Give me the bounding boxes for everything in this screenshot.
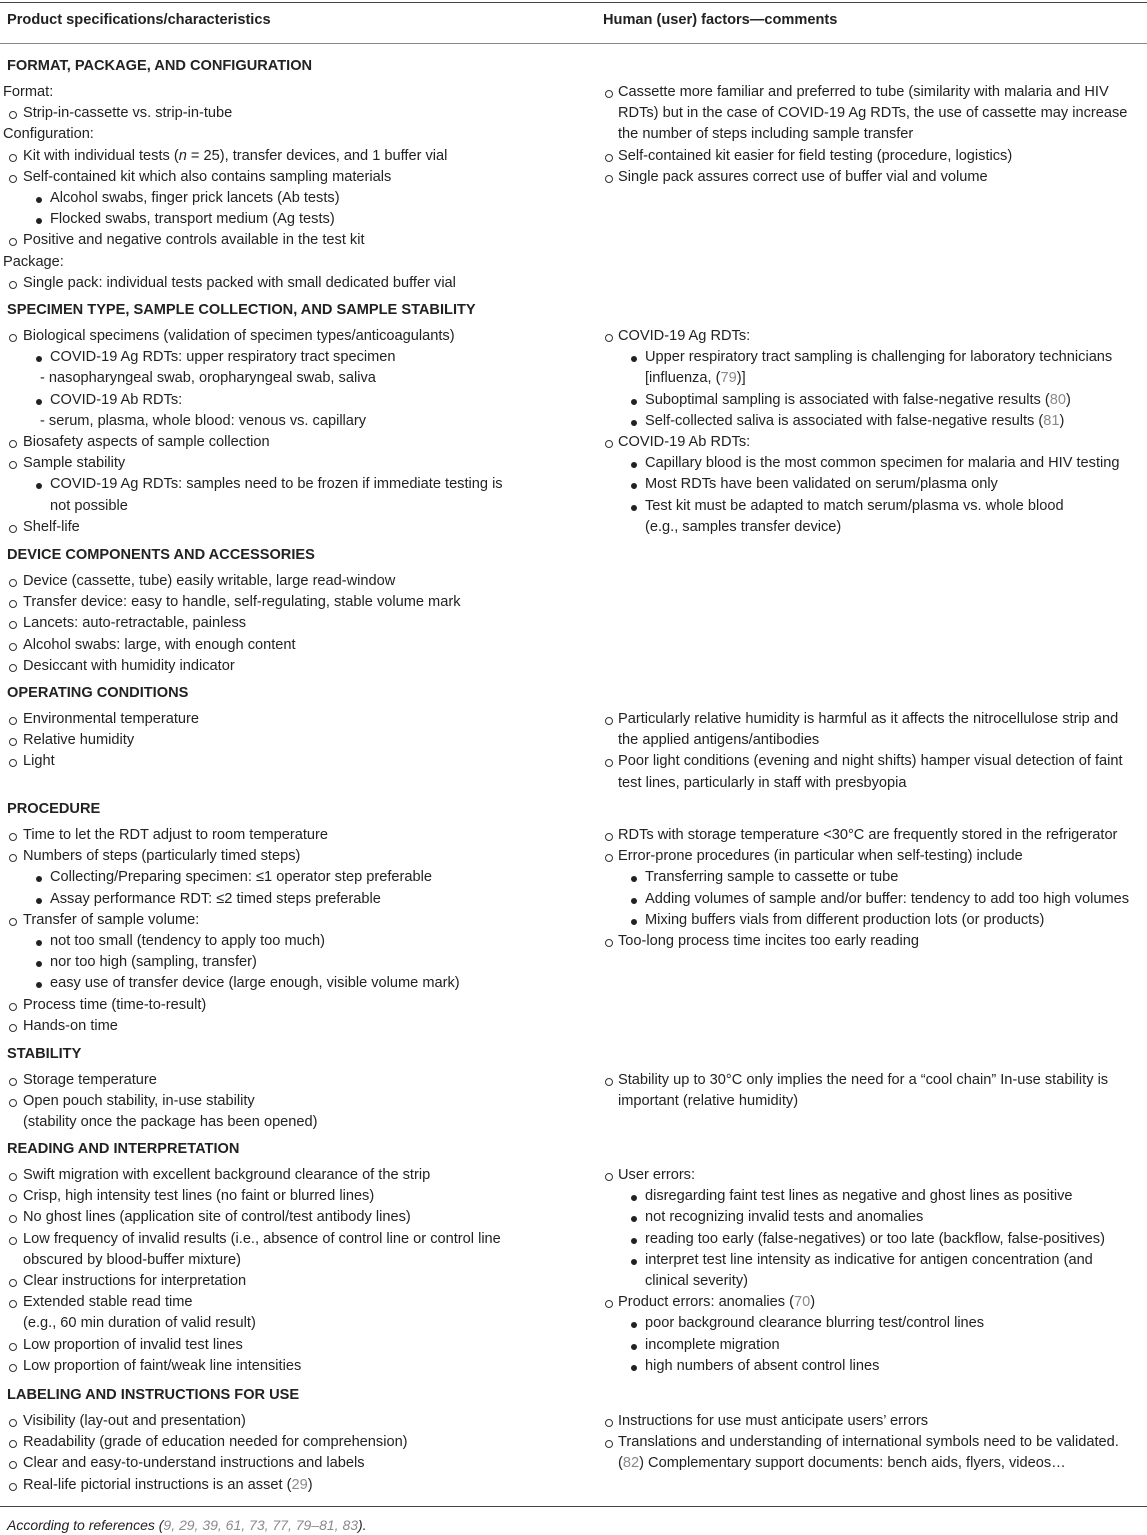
list-bullet-icon xyxy=(9,918,17,926)
sub-bullet-icon xyxy=(631,420,637,426)
spec-list-item: COVID-19 Ab RDTs: xyxy=(50,391,183,408)
list-bullet-icon xyxy=(9,759,17,767)
comment-list-item: RDTs with storage temperature <30°C are frequently stored in the refrigerator xyxy=(618,827,1118,843)
spec-list-item: No ghost lines (application site of control/test antibody lines) xyxy=(23,1209,411,1226)
comment-list-item: the applied antigens/antibodies xyxy=(618,732,820,749)
comment-list-item: Test kit must be adapted to match serum/plasma vs. whole blood xyxy=(645,497,1064,514)
spec-list-item: Alcohol swabs: large, with enough content xyxy=(23,636,296,653)
list-bullet-icon xyxy=(9,154,17,162)
spec-list-item: Low proportion of invalid test lines xyxy=(23,1336,243,1353)
comment-list-item: COVID-19 Ag RDTs: xyxy=(618,328,751,344)
section-title: SPECIMEN TYPE, SAMPLE COLLECTION, AND SAMPLE STABILITY xyxy=(7,302,476,318)
comment-list-item: [influenza, (79)] xyxy=(645,370,746,387)
comment-list-item: interpret test line intensity as indicative for antigen concentration (and xyxy=(645,1251,1093,1268)
comment-list-item: Particularly relative humidity is harmful as it affects the nitrocellulose strip and xyxy=(618,711,1119,727)
spec-list-item: Process time (time-to-result) xyxy=(23,996,207,1013)
section-title: LABELING AND INSTRUCTIONS FOR USE xyxy=(7,1387,300,1403)
comment-list-item: the number of steps including sample transfer xyxy=(618,126,914,143)
list-bullet-icon xyxy=(9,334,17,342)
comment-list-item: (e.g., samples transfer device) xyxy=(645,518,842,535)
sub-bullet-icon xyxy=(36,197,42,203)
list-bullet-icon xyxy=(9,1003,17,1011)
spec-list-item: COVID-19 Ag RDTs: samples need to be frozen if immediate testing is xyxy=(50,476,503,493)
spec-list-item: Configuration: xyxy=(3,126,94,143)
comment-list-item: high numbers of absent control lines xyxy=(645,1357,880,1374)
comment-list-item: User errors: xyxy=(618,1167,696,1183)
sub-bullet-icon xyxy=(631,898,637,904)
list-bullet-icon xyxy=(9,854,17,862)
spec-list-item: Open pouch stability, in-use stability xyxy=(23,1093,255,1110)
list-bullet-icon xyxy=(605,175,613,183)
comment-list-item: important (relative humidity) xyxy=(618,1093,799,1110)
list-bullet-icon xyxy=(9,238,17,246)
sub-bullet-icon xyxy=(631,1259,637,1265)
section-title: DEVICE COMPONENTS AND ACCESSORIES xyxy=(7,547,315,563)
comment-list-item: Adding volumes of sample and/or buffer: tendency to add too high volumes xyxy=(645,890,1130,907)
list-bullet-icon xyxy=(9,717,17,725)
list-bullet-icon xyxy=(9,621,17,629)
comment-list-item: Stability up to 30°C only implies the need for a “cool chain” In-use stability is xyxy=(618,1072,1109,1088)
spec-list-item: Positive and negative controls available in the test kit xyxy=(23,232,365,249)
list-bullet-icon xyxy=(9,1215,17,1223)
comment-list-item: Transferring sample to cassette or tube xyxy=(645,869,899,886)
spec-list-item: not possible xyxy=(50,497,128,514)
comment-list-item: Cassette more familiar and preferred to tube (similarity with malaria and HIV xyxy=(618,84,1109,100)
spec-list-item: Self-contained kit which also contains sampling materials xyxy=(23,168,392,185)
list-bullet-icon xyxy=(9,1194,17,1202)
sub-bullet-icon xyxy=(36,876,42,882)
comment-list-item: Upper respiratory tract sampling is challenging for laboratory technicians xyxy=(645,349,1113,366)
comment-list-item: COVID-19 Ab RDTs: xyxy=(618,434,751,450)
spec-list-item: Biosafety aspects of sample collection xyxy=(23,434,270,450)
list-bullet-icon xyxy=(9,643,17,651)
spec-list-item: Light xyxy=(23,753,55,770)
spec-list-item: (e.g., 60 min duration of valid result) xyxy=(23,1315,256,1332)
sub-bullet-icon xyxy=(631,876,637,882)
sub-bullet-icon xyxy=(631,1216,637,1222)
spec-list-item: easy use of transfer device (large enough, visible volume mark) xyxy=(50,975,460,992)
table-top-rule xyxy=(0,2,1147,3)
spec-list-item: Crisp, high intensity test lines (no faint or blurred lines) xyxy=(23,1188,375,1205)
list-bullet-icon xyxy=(9,1099,17,1107)
table-footnote: According to references (9, 29, 39, 61, 73, 77, 79–81, 83). xyxy=(7,1517,367,1533)
list-bullet-icon xyxy=(605,154,613,162)
list-bullet-icon xyxy=(605,440,613,448)
spec-list-item: Storage temperature xyxy=(23,1072,157,1088)
list-bullet-icon xyxy=(9,1237,17,1245)
spec-list-item: (stability once the package has been opened) xyxy=(23,1114,318,1131)
list-bullet-icon xyxy=(605,939,613,947)
comment-list-item: Capillary blood is the most common specimen for malaria and HIV testing xyxy=(645,455,1120,472)
sub-bullet-icon xyxy=(36,356,42,362)
sub-bullet-icon xyxy=(36,218,42,224)
list-bullet-icon xyxy=(9,111,17,119)
comment-list-item: Most RDTs have been validated on serum/plasma only xyxy=(645,476,998,493)
comment-list-item: Suboptimal sampling is associated with false-negative results (80) xyxy=(645,391,1071,408)
list-bullet-icon xyxy=(9,1483,17,1491)
list-bullet-icon xyxy=(9,1419,17,1427)
list-bullet-icon xyxy=(9,1440,17,1448)
list-bullet-icon xyxy=(9,579,17,587)
spec-list-item: Low proportion of faint/weak line intensities xyxy=(23,1357,302,1374)
comment-list-item: Poor light conditions (evening and night shifts) hamper visual detection of faint xyxy=(618,753,1123,770)
spec-list-item: Biological specimens (validation of specimen types/anticoagulants) xyxy=(23,328,455,344)
sub-bullet-icon xyxy=(631,1322,637,1328)
footnote-references: 9, 29, 39, 61, 73, 77, 79–81, 83 xyxy=(163,1517,359,1533)
spec-list-item: Assay performance RDT: ≤2 timed steps preferable xyxy=(50,890,381,907)
comment-list-item: Too-long process time incites too early reading xyxy=(618,933,919,949)
spec-list-item: Swift migration with excellent background clearance of the strip xyxy=(23,1167,431,1183)
spec-list-item: Shelf-life xyxy=(23,518,80,535)
sub-bullet-icon xyxy=(631,1195,637,1201)
comment-list-item: disregarding faint test lines as negative and ghost lines as positive xyxy=(645,1188,1073,1205)
list-bullet-icon xyxy=(9,1300,17,1308)
sub-bullet-icon xyxy=(36,940,42,946)
comment-list-item: (82) Complementary support documents: bench aids, flyers, videos… xyxy=(618,1455,1066,1472)
list-bullet-icon xyxy=(9,461,17,469)
list-bullet-icon xyxy=(605,717,613,725)
spec-list-item: Format: xyxy=(3,84,54,100)
sub-bullet-icon xyxy=(631,356,637,362)
spec-list-item: Flocked swabs, transport medium (Ag tests) xyxy=(50,211,335,228)
section-title: PROCEDURE xyxy=(7,801,101,817)
list-bullet-icon xyxy=(9,1024,17,1032)
comment-list-item: Mixing buffers vials from different production lots (or products) xyxy=(645,911,1045,928)
spec-list-item: - serum, plasma, whole blood: venous vs. capillary xyxy=(40,412,367,429)
list-bullet-icon xyxy=(9,440,17,448)
list-bullet-icon xyxy=(9,1078,17,1086)
spec-list-item: Package: xyxy=(3,253,64,270)
spec-list-item: Alcohol swabs, finger prick lancets (Ab tests) xyxy=(50,190,340,206)
list-bullet-icon xyxy=(605,90,613,98)
list-bullet-icon xyxy=(605,1078,613,1086)
sub-bullet-icon xyxy=(631,1344,637,1350)
comment-list-item: not recognizing invalid tests and anomalies xyxy=(645,1209,924,1226)
spec-list-item: Relative humidity xyxy=(23,732,135,749)
spec-list-item: nor too high (sampling, transfer) xyxy=(50,954,257,971)
spec-list-item: Single pack: individual tests packed with small dedicated buffer vial xyxy=(23,274,456,291)
list-bullet-icon xyxy=(605,334,613,342)
sub-bullet-icon xyxy=(631,1238,637,1244)
spec-list-item: Low frequency of invalid results (i.e., absence of control line or control line xyxy=(23,1230,501,1247)
spec-list-item: Clear and easy-to-understand instructions and labels xyxy=(23,1455,365,1472)
spec-list-item: Kit with individual tests (n = 25), transfer devices, and 1 buffer vial xyxy=(23,147,448,164)
section-title: OPERATING CONDITIONS xyxy=(7,685,189,701)
spec-list-item: Clear instructions for interpretation xyxy=(23,1273,247,1289)
column-header-human-factors: Human (user) factors—comments xyxy=(603,12,838,28)
list-bullet-icon xyxy=(605,1419,613,1427)
sub-bullet-icon xyxy=(36,399,42,405)
comment-list-item: clinical severity) xyxy=(645,1273,748,1289)
section-title: STABILITY xyxy=(7,1046,82,1062)
list-bullet-icon xyxy=(9,738,17,746)
comment-list-item: Error-prone procedures (in particular when self-testing) include xyxy=(618,848,1023,865)
list-bullet-icon xyxy=(605,854,613,862)
comment-list-item: incomplete migration xyxy=(645,1336,780,1353)
comment-list-item: Product errors: anomalies (70) xyxy=(618,1294,816,1311)
list-bullet-icon xyxy=(605,759,613,767)
spec-list-item: Sample stability xyxy=(23,455,126,472)
comment-list-item: Translations and understanding of international symbols need to be validated. xyxy=(618,1434,1119,1451)
column-header-specifications: Product specifications/characteristics xyxy=(7,12,271,28)
spec-list-item: Transfer device: easy to handle, self-regulating, stable volume mark xyxy=(23,594,461,611)
list-bullet-icon xyxy=(9,664,17,672)
sub-bullet-icon xyxy=(36,483,42,489)
section-title: FORMAT, PACKAGE, AND CONFIGURATION xyxy=(7,58,313,74)
list-bullet-icon xyxy=(9,525,17,533)
spec-list-item: obscured by blood-buffer mixture) xyxy=(23,1251,241,1268)
list-bullet-icon xyxy=(9,1461,17,1469)
spec-list-item: COVID-19 Ag RDTs: upper respiratory tract specimen xyxy=(50,349,396,366)
sub-bullet-icon xyxy=(36,961,42,967)
list-bullet-icon xyxy=(605,833,613,841)
sub-bullet-icon xyxy=(631,505,637,511)
spec-list-item: Environmental temperature xyxy=(23,711,200,727)
spec-list-item: Collecting/Preparing specimen: ≤1 operator step preferable xyxy=(50,869,432,886)
sub-bullet-icon xyxy=(631,462,637,468)
sub-bullet-icon xyxy=(36,898,42,904)
sub-bullet-icon xyxy=(631,483,637,489)
list-bullet-icon xyxy=(9,1279,17,1287)
comment-list-item: test lines, particularly in staff with presbyopia xyxy=(618,774,907,791)
comment-list-item: reading too early (false-negatives) or too late (backflow, false-positives) xyxy=(645,1230,1105,1247)
list-bullet-icon xyxy=(9,600,17,608)
comment-list-item: Self-contained kit easier for field testing (procedure, logistics) xyxy=(618,147,1013,164)
spec-list-item: Transfer of sample volume: xyxy=(23,911,200,928)
sub-bullet-icon xyxy=(36,982,42,988)
spec-list-item: Strip-in-cassette vs. strip-in-tube xyxy=(23,105,233,122)
list-bullet-icon xyxy=(9,833,17,841)
comment-list-item: Instructions for use must anticipate users’ errors xyxy=(618,1413,929,1429)
table-bottom-rule xyxy=(0,1506,1147,1507)
list-bullet-icon xyxy=(605,1440,613,1448)
spec-list-item: Readability (grade of education needed for comprehension) xyxy=(23,1434,408,1451)
list-bullet-icon xyxy=(9,175,17,183)
spec-list-item: - nasopharyngeal swab, oropharyngeal swab, saliva xyxy=(40,370,376,387)
section-title: READING AND INTERPRETATION xyxy=(7,1141,240,1157)
list-bullet-icon xyxy=(9,1364,17,1372)
list-bullet-icon xyxy=(605,1173,613,1181)
sub-bullet-icon xyxy=(631,399,637,405)
sub-bullet-icon xyxy=(631,1365,637,1371)
spec-list-item: Desiccant with humidity indicator xyxy=(23,657,235,674)
comment-list-item: RDTs) but in the case of COVID-19 Ag RDTs, the use of cassette may increase xyxy=(618,105,1128,122)
spec-list-item: Real-life pictorial instructions is an asset (29) xyxy=(23,1476,313,1493)
spec-list-item: Hands-on time xyxy=(23,1017,118,1034)
comment-list-item: Single pack assures correct use of buffer vial and volume xyxy=(618,168,988,185)
spec-list-item: Extended stable read time xyxy=(23,1294,193,1311)
spec-list-item: Lancets: auto-retractable, painless xyxy=(23,615,247,632)
spec-list-item: Numbers of steps (particularly timed steps) xyxy=(23,848,301,865)
spec-list-item: Time to let the RDT adjust to room temperature xyxy=(23,827,328,843)
list-bullet-icon xyxy=(9,1343,17,1351)
spec-list-item: Visibility (lay-out and presentation) xyxy=(23,1413,246,1429)
spec-list-item: Device (cassette, tube) easily writable, large read-window xyxy=(23,573,396,589)
comment-list-item: poor background clearance blurring test/control lines xyxy=(645,1315,985,1332)
comment-list-item: Self-collected saliva is associated with false-negative results (81) xyxy=(645,412,1065,429)
list-bullet-icon xyxy=(605,1300,613,1308)
list-bullet-icon xyxy=(9,281,17,289)
header-rule xyxy=(0,43,1147,44)
list-bullet-icon xyxy=(9,1173,17,1181)
sub-bullet-icon xyxy=(631,919,637,925)
spec-list-item: not too small (tendency to apply too much) xyxy=(50,933,325,949)
